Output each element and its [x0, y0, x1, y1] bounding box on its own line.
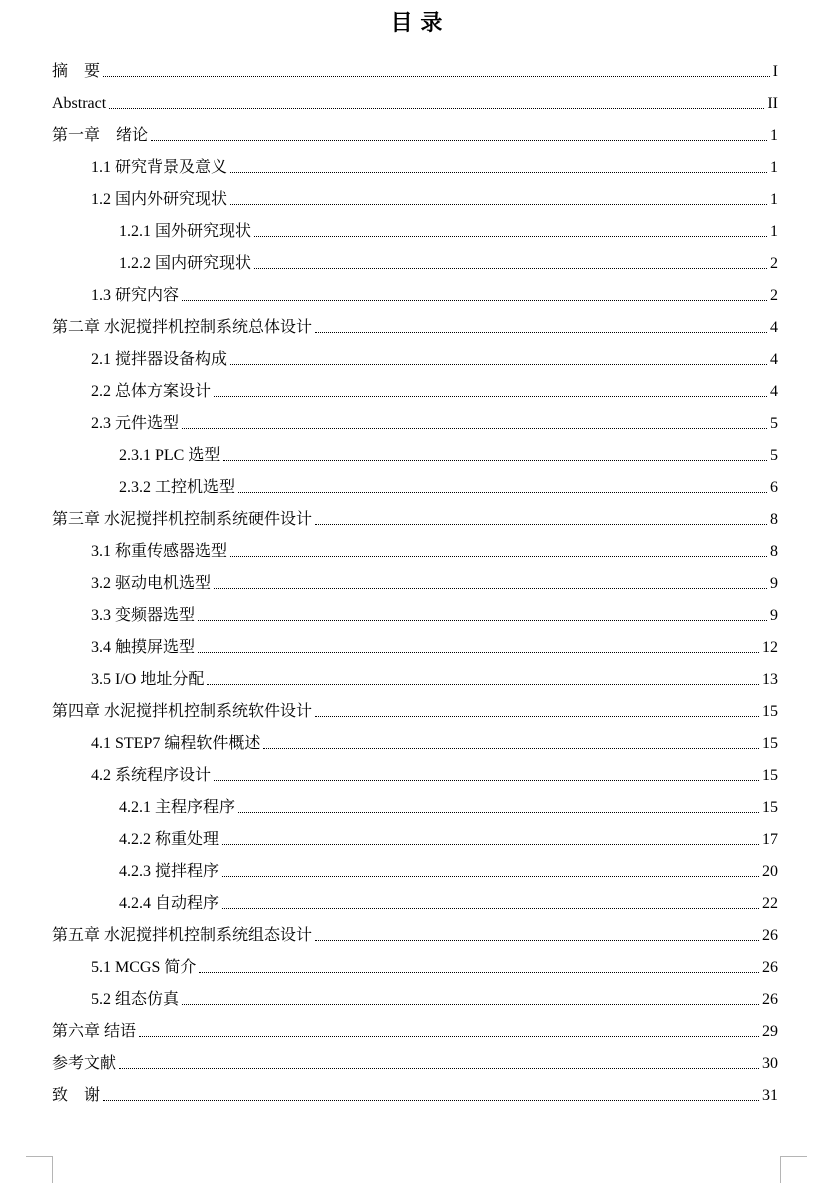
table-of-contents: [52, 56, 778, 1112]
toc-entry-label: 1.2.1 国外研究现状: [119, 223, 252, 240]
toc-entry-label: 3.3 变频器选型: [91, 607, 196, 624]
toc-dot-leader: [214, 588, 767, 589]
toc-dot-leader: [222, 908, 759, 909]
toc-entry-page-number: 29: [762, 1023, 778, 1040]
toc-entry[interactable]: [52, 408, 778, 440]
toc-entry[interactable]: [52, 856, 778, 888]
toc-dot-leader: [199, 972, 759, 973]
toc-entry-page-number: 8: [770, 543, 778, 560]
toc-entry-page-number: 8: [770, 511, 778, 528]
toc-entry[interactable]: [52, 792, 778, 824]
toc-entry-page-number: 31: [762, 1087, 778, 1104]
toc-dot-leader: [222, 876, 759, 877]
toc-dot-leader: [230, 204, 767, 205]
toc-entry[interactable]: [52, 664, 778, 696]
toc-dot-leader: [315, 524, 767, 525]
toc-dot-leader: [207, 684, 759, 685]
toc-entry[interactable]: [52, 472, 778, 504]
toc-entry-label: 4.1 STEP7 编程软件概述: [91, 735, 261, 752]
toc-entry-label: 3.5 I/O 地址分配: [91, 671, 205, 688]
toc-entry[interactable]: [52, 1016, 778, 1048]
toc-entry-page-number: 12: [762, 639, 778, 656]
toc-entry-label: 1.3 研究内容: [91, 287, 180, 304]
toc-entry-label: 2.2 总体方案设计: [91, 383, 212, 400]
toc-entry-label: 3.4 触摸屏选型: [91, 639, 196, 656]
toc-entry[interactable]: [52, 216, 778, 248]
toc-entry-label: 1.2 国内外研究现状: [91, 191, 228, 208]
toc-entry-label: 参考文献: [52, 1055, 117, 1072]
toc-dot-leader: [119, 1068, 759, 1069]
toc-entry[interactable]: [52, 88, 778, 120]
toc-entry-page-number: 30: [762, 1055, 778, 1072]
toc-entry-page-number: 4: [770, 383, 778, 400]
toc-entry[interactable]: [52, 280, 778, 312]
toc-entry-page-number: 26: [762, 991, 778, 1008]
toc-entry-page-number: 13: [762, 671, 778, 688]
toc-entry-label: 第四章 水泥搅拌机控制系统软件设计: [52, 703, 313, 720]
toc-entry-label: 第六章 结语: [52, 1023, 137, 1040]
toc-dot-leader: [214, 780, 759, 781]
toc-entry-page-number: 1: [770, 127, 778, 144]
toc-entry-page-number: 1: [770, 223, 778, 240]
toc-entry-page-number: 26: [762, 927, 778, 944]
toc-entry-page-number: 5: [770, 447, 778, 464]
toc-entry[interactable]: [52, 1048, 778, 1080]
toc-entry-page-number: 9: [770, 607, 778, 624]
toc-entry-label: 2.3.1 PLC 选型: [119, 447, 221, 464]
toc-dot-leader: [214, 396, 767, 397]
toc-entry[interactable]: [52, 760, 778, 792]
toc-entry-page-number: 17: [762, 831, 778, 848]
toc-entry[interactable]: [52, 952, 778, 984]
toc-entry-page-number: 6: [770, 479, 778, 496]
toc-entry[interactable]: [52, 536, 778, 568]
toc-entry[interactable]: [52, 984, 778, 1016]
toc-dot-leader: [182, 1004, 759, 1005]
toc-dot-leader: [109, 108, 764, 109]
toc-entry-label: 2.1 搅拌器设备构成: [91, 351, 228, 368]
toc-dot-leader: [182, 300, 767, 301]
toc-entry[interactable]: [52, 344, 778, 376]
toc-entry-label: 第三章 水泥搅拌机控制系统硬件设计: [52, 511, 313, 528]
toc-entry-page-number: I: [772, 63, 778, 80]
toc-dot-leader: [254, 268, 767, 269]
toc-entry[interactable]: [52, 504, 778, 536]
toc-entry[interactable]: [52, 312, 778, 344]
page-corner-mark-left: [26, 1156, 53, 1183]
toc-entry[interactable]: [52, 376, 778, 408]
toc-entry[interactable]: [52, 632, 778, 664]
toc-dot-leader: [315, 332, 767, 333]
toc-dot-leader: [139, 1036, 759, 1037]
toc-dot-leader: [315, 940, 759, 941]
toc-entry[interactable]: [52, 440, 778, 472]
toc-entry-page-number: 4: [770, 319, 778, 336]
toc-entry-label: 4.2.3 搅拌程序: [119, 863, 220, 880]
toc-dot-leader: [198, 652, 759, 653]
toc-entry-page-number: 5: [770, 415, 778, 432]
toc-dot-leader: [198, 620, 767, 621]
toc-entry[interactable]: [52, 920, 778, 952]
toc-entry[interactable]: [52, 56, 778, 88]
toc-entry-page-number: 26: [762, 959, 778, 976]
toc-entry-label: 5.2 组态仿真: [91, 991, 180, 1008]
toc-entry-page-number: 15: [762, 703, 778, 720]
toc-entry[interactable]: [52, 568, 778, 600]
page-corner-mark-right: [780, 1156, 807, 1183]
toc-entry-label: 4.2.2 称重处理: [119, 831, 220, 848]
toc-entry-label: 5.1 MCGS 简介: [91, 959, 197, 976]
toc-entry-page-number: 2: [770, 287, 778, 304]
toc-entry-label: 1.1 研究背景及意义: [91, 159, 228, 176]
toc-entry-label: 摘 要: [52, 63, 101, 80]
toc-entry-label: 致 谢: [52, 1087, 101, 1104]
toc-entry-label: Abstract: [52, 95, 107, 112]
toc-entry-label: 第五章 水泥搅拌机控制系统组态设计: [52, 927, 313, 944]
toc-entry-page-number: 15: [762, 735, 778, 752]
toc-entry-page-number: 4: [770, 351, 778, 368]
toc-entry[interactable]: [52, 728, 778, 760]
toc-entry-label: 2.3.2 工控机选型: [119, 479, 236, 496]
toc-entry-page-number: 22: [762, 895, 778, 912]
toc-dot-leader: [238, 492, 767, 493]
toc-entry-page-number: 1: [770, 159, 778, 176]
toc-entry-page-number: 9: [770, 575, 778, 592]
toc-entry-label: 4.2 系统程序设计: [91, 767, 212, 784]
toc-entry[interactable]: [52, 152, 778, 184]
toc-entry-label: 3.2 驱动电机选型: [91, 575, 212, 592]
toc-entry[interactable]: [52, 888, 778, 920]
toc-entry[interactable]: [52, 600, 778, 632]
toc-entry-label: 1.2.2 国内研究现状: [119, 255, 252, 272]
toc-entry-label: 4.2.1 主程序程序: [119, 799, 236, 816]
toc-entry-label: 3.1 称重传感器选型: [91, 543, 228, 560]
toc-entry[interactable]: [52, 824, 778, 856]
toc-entry[interactable]: [52, 184, 778, 216]
toc-dot-leader: [223, 460, 767, 461]
toc-entry-page-number: 15: [762, 799, 778, 816]
toc-entry-page-number: 20: [762, 863, 778, 880]
toc-entry-label: 2.3 元件选型: [91, 415, 180, 432]
toc-dot-leader: [254, 236, 767, 237]
toc-dot-leader: [103, 1100, 759, 1101]
toc-dot-leader: [222, 844, 759, 845]
toc-entry-label: 4.2.4 自动程序: [119, 895, 220, 912]
toc-dot-leader: [230, 556, 767, 557]
toc-dot-leader: [315, 716, 759, 717]
toc-entry-label: 第一章 绪论: [52, 127, 149, 144]
toc-entry-page-number: 2: [770, 255, 778, 272]
toc-dot-leader: [238, 812, 759, 813]
toc-dot-leader: [182, 428, 767, 429]
toc-dot-leader: [151, 140, 767, 141]
page-title: 目 录: [390, 11, 443, 36]
toc-dot-leader: [103, 76, 770, 77]
toc-dot-leader: [230, 172, 767, 173]
toc-entry[interactable]: [52, 1080, 778, 1112]
toc-entry[interactable]: [52, 696, 778, 728]
toc-dot-leader: [230, 364, 767, 365]
toc-entry-page-number: 15: [762, 767, 778, 784]
toc-entry[interactable]: [52, 120, 778, 152]
toc-dot-leader: [263, 748, 759, 749]
toc-entry-label: 第二章 水泥搅拌机控制系统总体设计: [52, 319, 313, 336]
toc-entry-page-number: II: [767, 95, 778, 112]
toc-entry[interactable]: [52, 248, 778, 280]
toc-entry-page-number: 1: [770, 191, 778, 208]
